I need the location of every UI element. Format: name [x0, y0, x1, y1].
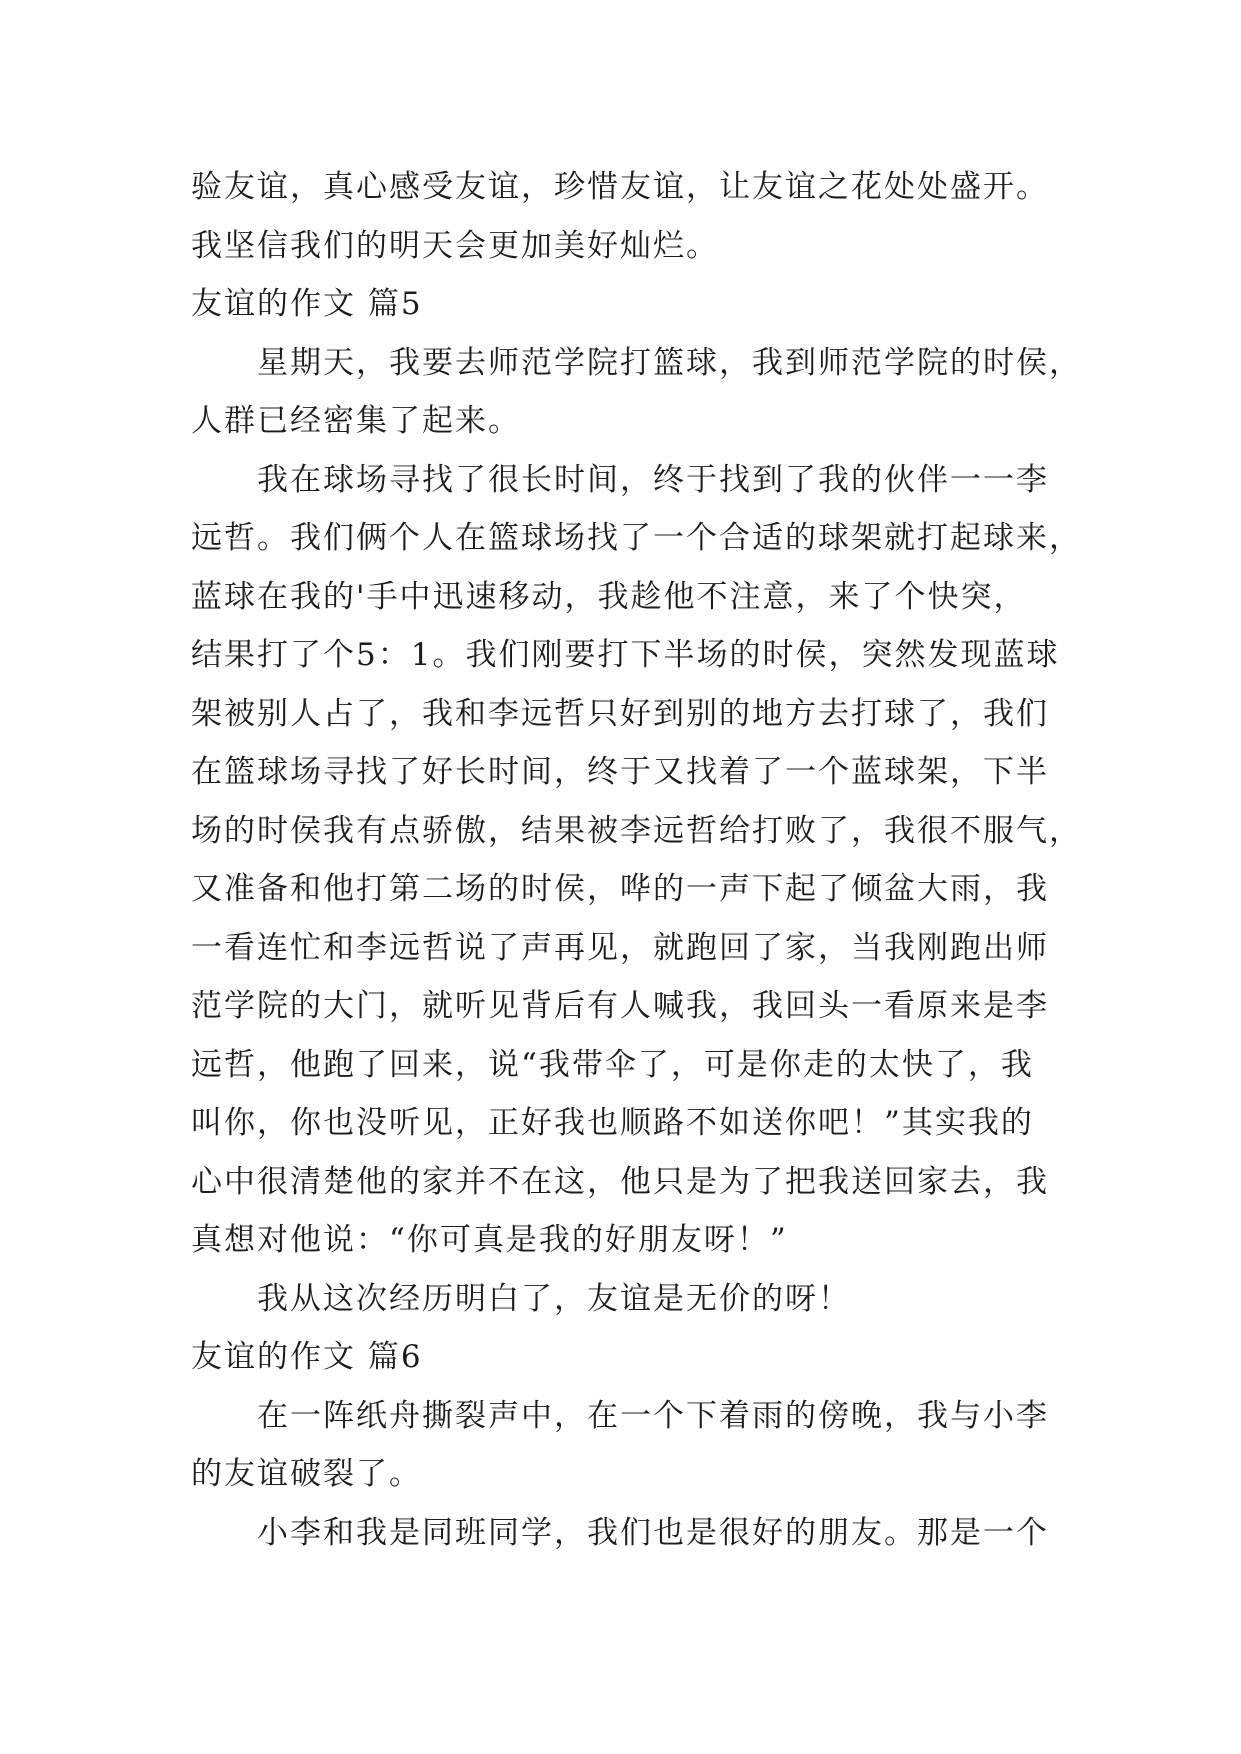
text-line: 的友谊破裂了。	[191, 1456, 422, 1492]
paragraph	[191, 1270, 1071, 1329]
paragraph	[191, 451, 1082, 1270]
paragraph	[191, 1387, 1071, 1504]
section-heading: 友谊的作文 篇5	[191, 286, 423, 322]
text-line: 结果打了个5：1。我们刚要打下半场的时侯，突然发现蓝球	[191, 637, 1060, 673]
intro-paragraph	[191, 158, 1071, 275]
text-line: 在一阵纸舟撕裂声中，在一个下着雨的傍晚，我与小李	[257, 1397, 1049, 1434]
text-line: 远哲。我们俩个人在篮球场找了一个合适的球架就打起球来，	[191, 520, 1082, 556]
text-line: 星期天，我要去师范学院打篮球，我到师范学院的时侯，	[257, 344, 1082, 381]
text-line: 场的时侯我有点骄傲，结果被李远哲给打败了，我很不服气，	[191, 812, 1082, 849]
text-line: 真想对他说：“你可真是我的好朋友呀！”	[191, 1222, 788, 1258]
text-line: 远哲，他跑了回来，说“我带伞了，可是你走的太快了，我	[191, 1046, 1034, 1083]
text-line: 架被别人占了，我和李远哲只好到别的地方去打球了，我们	[191, 695, 1049, 732]
paragraph	[191, 334, 1082, 451]
text-line: 一看连忙和李远哲说了声再见，就跑回了家，当我刚跑出师	[191, 929, 1049, 966]
text-line: 心中很清楚他的家并不在这，他只是为了把我送回家去，我	[191, 1163, 1049, 1200]
text-line: 验友谊，真心感受友谊，珍惜友谊，让友谊之花处处盛开。	[191, 169, 1049, 205]
text-line: 在篮球场寻找了好长时间，终于又找着了一个蓝球架，下半	[191, 754, 1049, 790]
text-line: 蓝球在我的'手中迅速移动，我趁他不注意，来了个快突，	[191, 578, 1027, 615]
text-line: 又准备和他打第二场的时侯，哗的一声下起了倾盆大雨，我	[191, 871, 1049, 907]
text-line: 小李和我是同班同学，我们也是很好的朋友。那是一个	[257, 1514, 1049, 1551]
section-heading: 友谊的作文 篇6	[191, 1339, 423, 1375]
text-line: 范学院的大门，就听见背后有人喊我，我回头一看原来是李	[191, 988, 1049, 1024]
text-line: 我从这次经历明白了，友谊是无价的呀！	[257, 1280, 851, 1317]
text-line: 人群已经密集了起来。	[191, 403, 521, 439]
text-line: 叫你，你也没听见，正好我也顺路不如送你吧！”其实我的	[191, 1105, 1034, 1141]
paragraph	[191, 1504, 1071, 1563]
text-line: 我坚信我们的明天会更加美好灿烂。	[191, 227, 719, 264]
document-body	[191, 158, 1082, 1562]
text-line: 我在球场寻找了很长时间，终于找到了我的伙伴一一李	[257, 461, 1049, 498]
